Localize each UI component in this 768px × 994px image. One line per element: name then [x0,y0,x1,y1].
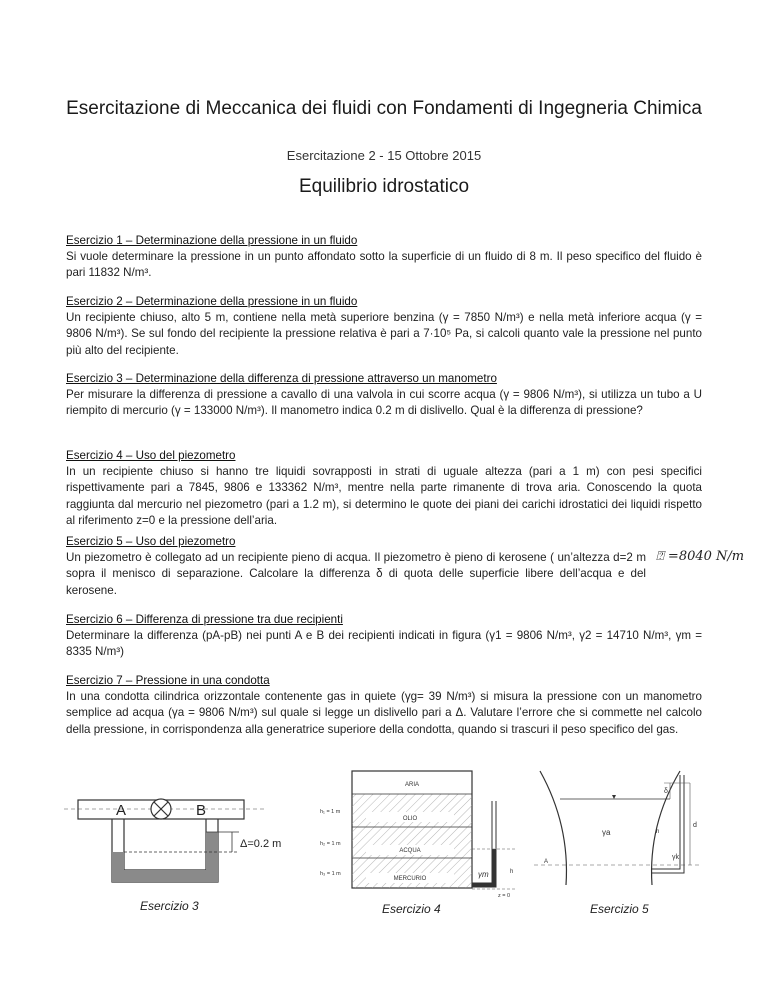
section-title: Equilibrio idrostatico [298,176,470,197]
layer-mercurio: MERCURIO [393,876,427,882]
label-a: A [116,802,127,819]
exercise-text: Un recipiente chiuso, alto 5 m, contiene nella metà superiore benzina (γ = 7850 N/m³) e nella metà inferiore acqua (γ = 9806 N/m³). Se sul fondo del recipiente la pressione relativa è pari a 7·10⁵ Pa, si calcoli quanto vale la pressione nel punto più alto del recipiente. [66,311,702,357]
figure-exercise-5 [530,765,710,915]
gamma-k-label: γk [672,854,679,861]
layer-aria: ARIA [404,782,420,788]
gamma-m-label: γm [478,870,489,879]
exercise-7 [66,673,702,738]
a-label: A [544,859,549,865]
exercise-text: Determinare la differenza (pA-pB) nei punti A e B dei recipienti indicati in figura (γ1 = 9806 N/m³, γ2 = 14710 N/m³, γm = 8335 N/m³) [66,629,702,659]
exercise-heading: Esercizio 3 – Determinazione della differenza di pressione attraverso un manometro [66,372,497,385]
exercise-text: Un piezometro è collegato ad un recipiente pieno di acqua. Il piezometro è pieno di kerosene ( un’altezza d=2 m sopra il menisco di separazione. Calcolare la differenza δ di quota delle superficie libere dell’acqua e del kerosene. [66,551,646,597]
exercise-text: In una condotta cilindrica orizzontale contenente gas in quiete (γg= 39 N/m³) si misura la pressione con un manometro semplice ad acqua (γa = 9806 N/m³) sul quale si legge un dislivello pari a Δ. Valutare l’errore che si commette nel calcolo della pressione, in corrispondenza alla generatrice superiore della condotta, quando si trascuri il peso specifico del gas. [66,690,702,736]
gamma-a-label: γa [602,828,611,837]
delta-label: δ [664,788,668,795]
figure-caption: Esercizio 4 [382,902,441,915]
document-title: Esercitazione di Meccanica dei fluidi con Fondamenti di Ingegneria Chimica [66,98,702,119]
label-b: B [196,802,207,819]
mercury-fill [112,832,218,882]
exercise-heading: Esercizio 5 – Uso del piezometro [66,535,236,548]
exercise-heading: Esercizio 1 – Determinazione della pressione in un fluido [66,234,358,247]
exercise-3 [66,371,702,420]
exercise-5 [66,534,646,599]
delta-label: Δ=0.2 m [240,838,282,850]
exercise-6 [66,612,702,661]
figure-caption: Esercizio 3 [140,899,199,913]
figure-caption: Esercizio 5 [590,902,649,915]
exercise-heading: Esercizio 2 – Determinazione della pressione in un fluido [66,295,358,308]
exercise-1 [66,233,702,282]
layer-acqua: ACQUA [399,848,421,854]
height-h1: h₁ = 1 m [320,809,341,815]
exercise-text: In un recipiente chiuso si hanno tre liquidi sovrapposti in strati di uguale altezza (pari a 1 m) con pesi specifici rispettivamente pari a 7845, 9806 e 133362 N/m³, mentre nella parte rimanente di trova aria. Conoscendo la quota raggiunta dal mercurio nel piezometro (pari a 1.2 m), si determino le quote dei piani dei carichi idrostatici dei liquidi rispetto al riferimento z=0 e la pressione dell’aria. [66,465,702,527]
exercise-text: Per misurare la differenza di pressione a cavallo di una valvola in cui scorre acqua (γ = 9806 N/m³), si utilizza un tubo a U riempito di mercurio (γ = 133000 N/m³). Il manometro indica 0.2 m di dislivello. Qual è la differenza di pressione? [66,388,702,418]
exercise-text: Si vuole determinare la pressione in un punto affondato sotto la superficie di un fluido di 8 m. Il peso specifico del fluido è pari 11832 N/m³. [66,250,702,280]
exercise-heading: Esercizio 7 – Pressione in una condotta [66,674,270,687]
z-label: z = 0 [498,893,511,899]
height-h3: h₃ = 1 m [320,871,341,877]
document-subtitle: Esercitazione 2 - 15 Ottobre 2015 [286,148,482,163]
exercise-heading: Esercizio 4 – Uso del piezometro [66,449,236,462]
layer-olio: OLIO [402,816,418,822]
figure-exercise-4 [300,765,530,915]
exercise-4 [66,448,702,529]
exercise-heading: Esercizio 6 – Differenza di pressione tra due recipienti [66,613,343,626]
d-label: d [693,822,697,829]
kerosene-weight-formula: ⍰ =8040 N/m [656,549,745,564]
h-label: h [656,829,660,835]
h-label: h [510,869,514,875]
exercise-2 [66,294,702,359]
figure-exercise-3 [64,780,284,915]
height-h2: h₂ = 1 m [320,841,341,847]
